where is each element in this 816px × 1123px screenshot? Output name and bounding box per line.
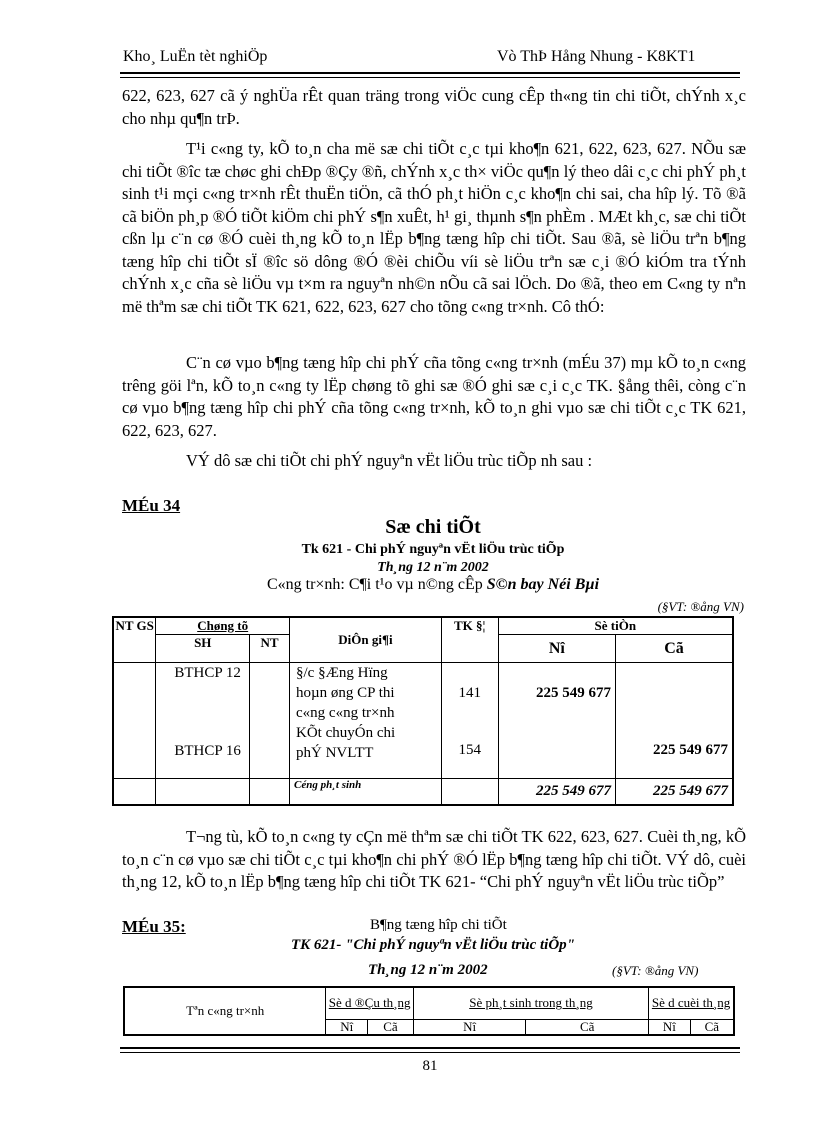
row2-tk: 154 — [458, 742, 481, 758]
paragraph-4: VÝ dô sæ chi tiÕt chi phÝ nguyªn vËt liÖu trùc tiÕp nh sau : — [186, 451, 593, 470]
row1-dien-giai: §/c §Æng Hïng hoµn øng CP thi c«ng c«ng tr×nh — [296, 665, 395, 721]
example-35-label: MÉu 35: — [122, 917, 186, 936]
table-cell — [441, 779, 498, 805]
row1-sh: BTHCP 12 — [174, 665, 241, 681]
table-cell-co — [616, 663, 733, 779]
header-rule-thin — [120, 77, 740, 78]
summary-subtitle: TK 621- "Chi phÝ nguyªn vËt liÖu trùc tiÕp" — [290, 937, 576, 953]
paragraph-1: 622, 623, 627 cã ý nghÜa rÊt quan träng trong viÖc cung cÊp th«ng tin chi tiÕt, chÝnh x¸c cho nhµ qu¶n trÞ. — [122, 86, 746, 128]
row2-dien-giai: KÕt chuyÓn chi phÝ NVLTT — [296, 725, 396, 761]
example-34-label: MÉu 34 — [122, 496, 181, 515]
col-header-co: Cã — [690, 1019, 734, 1035]
table-cell-no — [498, 663, 615, 779]
table-cell-dien-giai — [290, 663, 442, 779]
col-header-tk: TK §¦ — [441, 617, 498, 663]
col-header-so-tien: Sè tiÒn — [498, 617, 733, 635]
summary-title: B¶ng tæng hîp chi tiÕt — [370, 917, 507, 933]
ledger-project-name: S©n bay Néi Bµi — [486, 576, 600, 593]
ledger-table — [112, 616, 734, 806]
paragraph-2: T¹i c«ng ty, kÕ to¸n cha më sæ chi tiÕt c¸c tµi kho¶n 621, 622, 623, 627. NÕu sæ chi tiÕt ®îc tæ chøc ghi chÐp ®Çy ®ñ, chÝnh x¸c th× viÖc qu¶n lý theo dâi c¸c chi phÝ ph¸t sinh t¹i mçi c«ng tr×nh rÊt thuËn tiÖn, cã thÓ ph¸t hiÖn c¸c kho¶n chi sai, cha hîp lý. Tõ ®ã cã biÖn ph¸p ®Ó tiÕt kiÖm chi phÝ s¶n xuÊt, h¹ gi¸ thµnh s¶n phÈm . MÆt kh¸c, sæ chi tiÕt cßn lµ c¨n cø ®Ó cuèi th¸ng kÕ to¸n lËp b¶ng tæng hîp chi tiÕt. Sau ®ã, sè liÖu trªn b¶ng tæng hîp chi tiÕt sÏ ®îc sö dông ®Ó ®èi chiÕu víi sè liÖu trªn sæ c¸i ®Ó kiÓm tra tÝnh chÝnh x¸c cña sè liÖu vµ t×m ra nguyªn nh©n nÕu cã sai lÖch. Do ®ã, theo em C«ng ty nªn më thªm sæ chi tiÕt TK 621, 622, 623, 627 cho tõng c«ng tr×nh. Cô thÓ: — [122, 139, 746, 316]
ledger-project — [120, 576, 746, 594]
table-cell-sh — [156, 663, 250, 779]
footer-rule — [120, 1047, 740, 1049]
col-header-so-du-dau: Sè d ®Çu th¸ng — [326, 987, 413, 1019]
col-header-co: Cã — [616, 635, 733, 663]
total-co: 225 549 677 — [616, 779, 733, 805]
row2-sh: BTHCP 16 — [174, 743, 241, 759]
paragraph-3: C¨n cø vµo b¶ng tæng hîp chi phÝ cña tõng c«ng tr×nh (mÉu 37) mµ kÕ to¸n c«ng trêng göi lªn, kÕ to¸n c«ng ty lËp chøng tõ ghi sæ ®Ó ghi sæ c¸i c¸c TK. §ång thêi, còng c¨n cø vµo b¶ng tæng hîp chi phÝ cña tõng c«ng tr×nh, kÕ to¸n ghi vµo sæ chi tiÕt c¸c TK 621, 622, 623, 627. — [122, 353, 746, 440]
table-cell — [250, 779, 290, 805]
table-cell — [113, 779, 156, 805]
row2-co: 225 549 677 — [653, 742, 728, 758]
col-header-co: Cã — [526, 1019, 649, 1035]
ledger-title: Sæ chi tiÕt — [385, 516, 481, 538]
total-label: Céng ph¸t sinh — [290, 779, 442, 805]
col-header-co: Cã — [368, 1019, 414, 1035]
summary-month: Th¸ng 12 n¨m 2002 — [368, 962, 488, 978]
table-cell-nt — [250, 663, 290, 779]
col-header-dien-giai: DiÔn gi¶i — [290, 617, 442, 663]
col-header-sh: SH — [156, 635, 250, 663]
header-rule — [120, 72, 740, 74]
summary-unit: (§VT: ®ång VN) — [612, 963, 699, 978]
col-header-nt: NT — [250, 635, 290, 663]
table-cell-tk — [441, 663, 498, 779]
col-header-so-du-cuoi: Sè d cuèi th¸ng — [649, 987, 734, 1019]
col-header-no: Nî — [498, 635, 615, 663]
ledger-project-prefix: C«ng tr×nh: C¶i t¹o vµ n©ng cÊp — [266, 576, 487, 593]
row1-no: 225 549 677 — [536, 685, 612, 701]
paragraph-5: T¬ng tù, kÕ to¸n c«ng ty cÇn më thªm sæ chi tiÕt TK 622, 623, 627. Cuèi th¸ng, kÕ to¸n c¨n cø vµo sæ chi tiÕt c¸c tµi kho¶n chi phÝ ®Ó lËp b¶ng tæng hîp chi tiÕt. VÝ dô, cuèi th¸ng 12, kÕ to¸n lËp b¶ng tæng hîp chi tiÕt TK 621- “Chi phÝ nguyªn vËt liÖu trùc tiÕp” — [122, 827, 746, 891]
col-header-no: Nî — [326, 1019, 368, 1035]
col-header-no: Nî — [649, 1019, 691, 1035]
ledger-unit: (§VT: ®ång VN) — [657, 599, 744, 614]
footer-rule-thin — [120, 1052, 740, 1053]
ledger-month: Th¸ng 12 n¨m 2002 — [377, 560, 489, 575]
summary-table — [123, 986, 735, 1036]
header-left: Kho¸ LuËn tèt nghiÖp — [123, 48, 268, 65]
table-cell — [113, 663, 156, 779]
row1-tk: 141 — [458, 685, 481, 701]
total-no: 225 549 677 — [498, 779, 615, 805]
col-header-ten-ct: Tªn c«ng tr×nh — [124, 987, 326, 1035]
page-number: 81 — [422, 1058, 438, 1074]
table-cell — [156, 779, 250, 805]
col-header-no: Nî — [413, 1019, 525, 1035]
col-header-chung-tu: Chøng tõ — [156, 617, 290, 635]
ledger-subtitle: Tk 621 - Chi phÝ nguyªn vËt liÖu trùc tiÕp — [301, 542, 565, 557]
col-header-ntgs: NT GS — [113, 617, 156, 663]
col-header-so-ps: Sè ph¸t sinh trong th¸ng — [413, 987, 648, 1019]
header-right: Vò ThÞ Hång Nhung - K8KT1 — [497, 48, 696, 65]
